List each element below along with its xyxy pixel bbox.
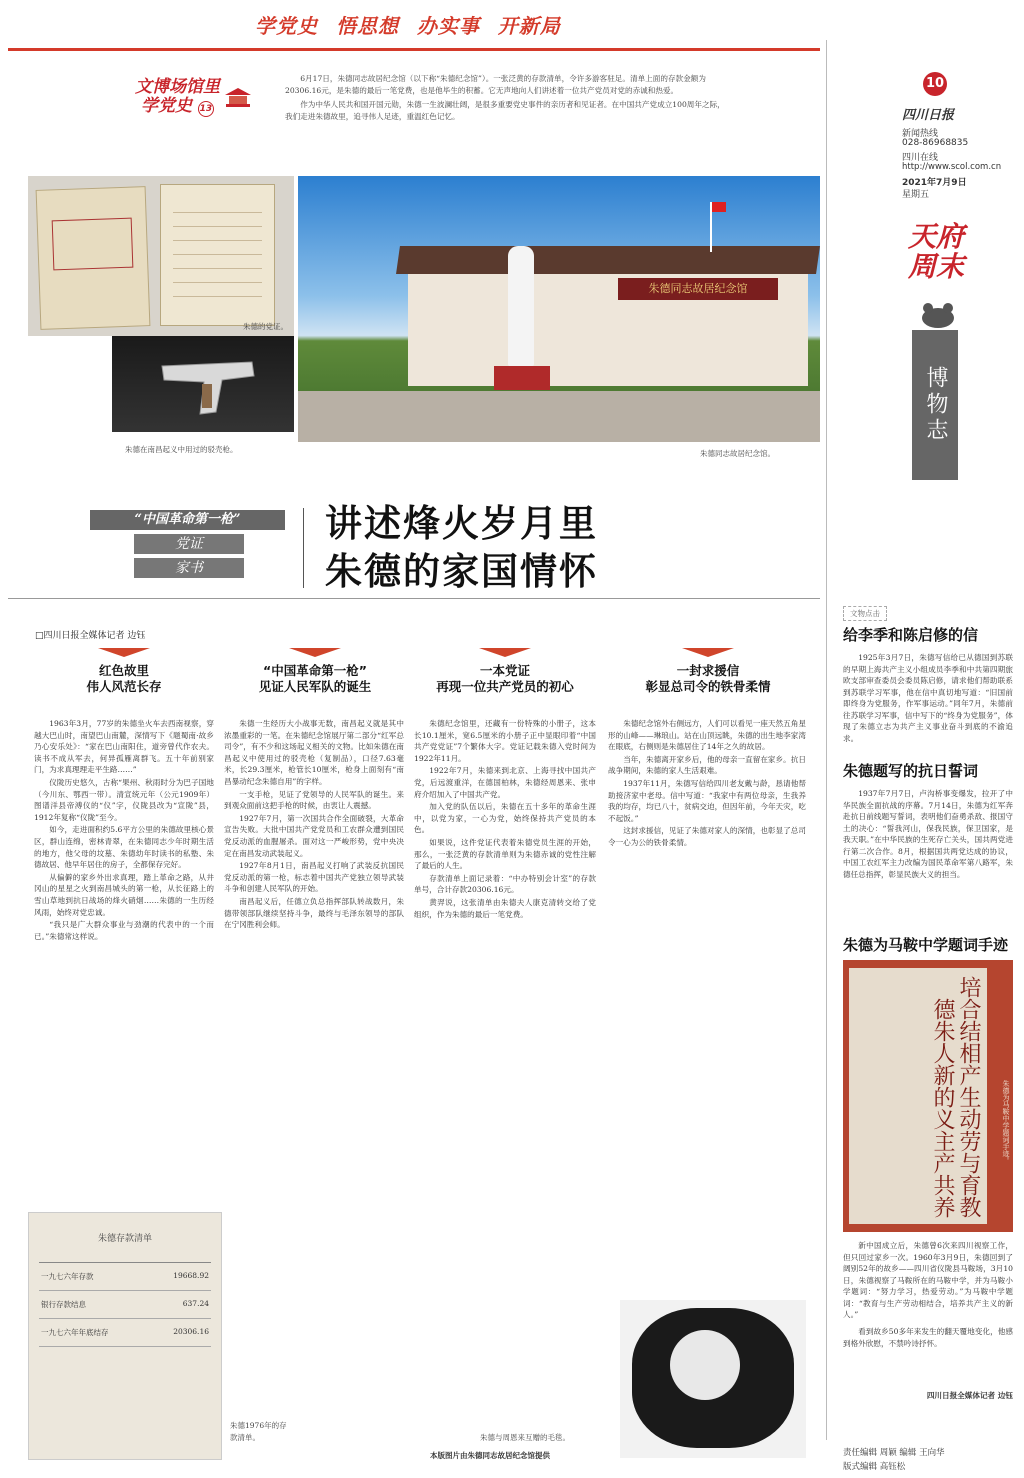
- photo2-caption: 朱德在南昌起义中用过的驳壳枪。: [125, 445, 238, 454]
- calligraphy-char: 与: [956, 1152, 981, 1174]
- pistol-photo: [112, 336, 294, 432]
- calligraphy-char: 义: [930, 1108, 955, 1130]
- blanket-photo: [620, 1300, 806, 1458]
- slogan-banner: [255, 10, 571, 39]
- series-line1: 文博场馆里: [135, 77, 220, 97]
- series-line2: 学党史: [141, 96, 192, 116]
- hotline-number: 028-86968835: [902, 138, 969, 148]
- slogan-1: 学党史: [255, 14, 318, 38]
- calligraphy-char: 育: [956, 1174, 981, 1196]
- photo5-caption: 朱德与周恩来互赠的毛毯。: [480, 1433, 570, 1442]
- calligraphy-char: 劳: [956, 1130, 981, 1152]
- calligraphy-char: 德: [930, 998, 955, 1020]
- photo4-caption: 朱德1976年的存款清单。: [230, 1421, 287, 1442]
- main-headline: [325, 500, 598, 596]
- calligraphy-char: 朱: [930, 1020, 955, 1042]
- calligraphy-char: 动: [956, 1108, 981, 1130]
- statue: [508, 246, 534, 366]
- headline-tags: [90, 510, 285, 582]
- calligraphy-char: 养: [930, 1196, 955, 1218]
- tag-first-shot: “中国革命第一枪”: [90, 510, 285, 530]
- slogan-4: 开新局: [497, 14, 561, 38]
- intro-para-1: 6月17日，朱德同志故居纪念馆（以下称“朱德纪念馆”）。一张泛黄的存款清单，令许多游客驻足。清单上面的存款金额为20306.16元，是朱德的最后一笔党费，也是他毕生的积蓄。它无声地向人们讲述着一位共产党员对党的赤诚和热爱。: [285, 74, 706, 95]
- calligraphy-photo: [843, 960, 1013, 1232]
- receipt-row-3: 一九七六年年底结存 20306.16: [39, 1319, 211, 1347]
- online-label: 四川在线: [902, 153, 939, 163]
- paper-name: 四川日报: [902, 108, 955, 123]
- column-1: 1963年3月，77岁的朱德坐火车去西南视察，穿越大巴山时，南望巴山南麓，深情写下《题蜀南·故乡乃心安乐处》：“家在巴山南阳住，道旁曾代作农夫。读书不成从军去，何异孤雁离群飞。五十年前别家门，为求真理理走平生路……” 仪陇历史悠久，古称“果州、秋雨时分为巴子国地（今川东、鄂西一带）。清宣统元年（公元1909年）图谱洋县帝溥仪的“仪”字，仪陇县改为“宣陇”县，1912年复称“仪陇”至今。 如今，走进面积约5.6平方公里的朱德故里核心景区，群山连绵，密林青翠，在朱德同志少年时期生活的地方，他父母的坟墓、朱德幼年时读书的私塾、朱德故居、他早年居住的房子，全都保存完好。 从偏僻的家乡外出求真理，踏上革命之路，从井冈山的星星之火到南昌城头的第一枪，从长征路上的雪山草地到抗日战场的烽火硝烟……朱德的一生历经风雨，始终对党忠诚。 “我只是广大群众事业与劲潮的代表中的一个而已。”朱德常这样说。: [34, 719, 214, 941]
- series-number: 13: [198, 101, 214, 117]
- section-head-4: 一封求援信 彰显总司令的铁骨柔情: [608, 648, 808, 695]
- calligraphy-char: 培: [956, 976, 981, 998]
- hall-roof: [396, 246, 820, 274]
- right-title-3: 朱德为马鞍中学题词手迹: [843, 936, 1009, 954]
- headline-line2: 朱德的家国情怀: [325, 550, 598, 593]
- calligraphy-char: 合: [956, 998, 981, 1020]
- receipt-row-1: 一九七六年存款 19668.92: [39, 1263, 211, 1291]
- right-text-4: 看到故乡50多年来发生的翻天覆地变化，他感到格外欣慰，不禁吟诗抒怀。: [843, 1327, 1013, 1348]
- calligraphy-char: 产: [930, 1152, 955, 1174]
- byline: □四川日报全媒体记者 边钰: [35, 631, 146, 641]
- receipt-photo: [28, 1212, 222, 1460]
- panda-icon: [918, 300, 958, 330]
- right-title-2: 朱德题写的抗日誓词: [843, 762, 979, 780]
- section-head-2: “中国革命第一枪” 见证人民军队的诞生: [220, 648, 410, 695]
- party-card-left: [36, 186, 151, 330]
- receipt-row-2: 银行存款结息 637.24: [39, 1291, 211, 1319]
- pavilion-icon: [223, 86, 253, 108]
- issue-weekday: 星期五: [902, 190, 930, 200]
- receipt-title: 朱德存款清单: [97, 1234, 152, 1244]
- section-rule: [8, 598, 820, 599]
- editors-line-1: 责任编辑 周颖 编辑 王向华: [843, 1448, 945, 1458]
- calligraphy-char: 相: [956, 1042, 981, 1064]
- calligraphy-char: 的: [930, 1086, 955, 1108]
- tag-letters: 家书: [134, 558, 244, 578]
- calligraphy-char: 共: [930, 1174, 955, 1196]
- column-2: 朱德一生经历大小战事无数，南昌起义就是其中浓墨重彩的一笔。在朱德纪念馆展厅第二部分“红军总司令”，有不少和这场起义相关的文物。比如朱德在南昌起义中使用过的驳壳枪（复制品），口径7.63毫米，长29.3厘米，枪管长10厘米，枪身上面刻有“南昌暴动纪念朱德自用”的字样。 一支手枪，见证了党领导的人民军队的诞生。来到观众面前这把手枪的时候，由衷让人震撼。 1927年7月，第一次国共合作全面破裂，大革命宣告失败。大批中国共产党党员和工农群众遭到国民党反动派的血腥屠杀。面对这一严峻形势，党中央决定在南昌发动武装起义。 1927年8月1日，南昌起义打响了武装反抗国民党反动派的第一枪，标志着中国共产党独立领导武装斗争和创建人民军队的开始。 南昌起义后，任德立负总指挥部队转战数月，朱德带领部队继续坚持斗争，最终与毛泽东领导的部队在宁冈胜利会师。: [224, 719, 404, 930]
- calligraphy-char: 生: [956, 1086, 981, 1108]
- calligraphy-char: 新: [930, 1064, 955, 1086]
- right-text-2: 1937年7月7日，卢沟桥事变爆发，拉开了中华民族全面抗战的序幕。7月14日，朱德为红军奔赴抗日前线题写誓词，表明他们奋勇杀敌、报国守土的决心：“誓我河山，保我民族，保卫国家，是我天职。”在中华民族的生死存亡关头，国共两党进行第二次合作。8月，根据国共两党达成的协议，中国工农红军主力改编为国民革命军第八路军，朱德任总指挥，彰显民族大义的担当。: [843, 789, 1013, 879]
- series-logo: [135, 78, 225, 117]
- headline-divider: [303, 508, 304, 588]
- party-card-photo: [28, 176, 294, 336]
- supplement-logo: 天府周末: [908, 220, 965, 283]
- column-4: 朱德纪念馆外右侧远方，人们可以看见一座天然五角星形的山峰——琳琅山。站在山顶远眺，朱德的出生地李家湾在眼底，右侧则是朱德居住了14年之久的故居。 当年，朱德离开家乡后，他的母亲一直留在家乡。抗日战争期间，朱德的家人生活艰难。 1937年11月，朱德写信给四川老友戴与龄，恳请他帮助接济家中老母。信中写道：“我家中有两位母亲，生我养我的均存，均已八十，贫病交迫，但因年前，今年天灾，吃不起饭。” 这封求援信，见证了朱德对家人的深情，也彰显了总司令一心为公的铁骨柔情。: [608, 719, 806, 847]
- page-number: 10: [923, 72, 947, 96]
- pistol-icon: [112, 336, 294, 432]
- artifact-click-tag: 文物点击: [843, 606, 887, 621]
- section-head-3: 一本党证 再现一位共产党员的初心: [410, 648, 600, 695]
- site-url[interactable]: http://www.scol.com.cn: [902, 162, 1002, 172]
- top-rule: [8, 48, 820, 51]
- photo3-caption: 朱德同志故居纪念馆。: [700, 449, 775, 458]
- calligraphy-caption: 朱德为马鞍中学题词手迹。: [1002, 1080, 1010, 1164]
- intro-para-2: 作为中华人民共和国开国元勋，朱德一生波澜壮阔，是很多重要党史事件的亲历者和见证者。在中国共产党成立100周年之际，我们走进朱德故里，追寻伟人足迹，重温红色记忆。: [285, 100, 725, 121]
- issue-date: 2021年7月9日: [902, 178, 967, 188]
- memorial-hall-photo: [298, 176, 820, 442]
- section-head-1: 红色故里 伟人风范长存: [34, 648, 214, 695]
- headline-line1: 讲述烽火岁月里: [325, 502, 598, 545]
- sidebar-divider: [826, 40, 827, 1440]
- statue-plinth: [494, 366, 550, 390]
- right-title-1: 给李季和陈启修的信: [843, 626, 979, 644]
- calligraphy-char: 产: [956, 1064, 981, 1086]
- tag-party-card: 党证: [134, 534, 244, 554]
- flag: [712, 202, 726, 212]
- receipt-table: [39, 1262, 211, 1347]
- blanket-pattern: [670, 1330, 740, 1400]
- intro-text: [285, 73, 725, 125]
- calligraphy-scroll: [849, 968, 987, 1224]
- slogan-2: 悟思想: [335, 14, 399, 38]
- right-text-3: 新中国成立后，朱德曾6次来四川视察工作，但只回过家乡一次。1960年3月9日，朱德回到了阔别52年的故乡——四川省仪陇县马鞍场，3月10日，朱德视察了马鞍所在的马鞍中学，并为马鞍小学题词：“努力学习，热爱劳动。”为马鞍中学题词：“教育与生产劳动相结合，培养共产主义的新人。”: [843, 1241, 1013, 1319]
- plaza: [298, 391, 820, 442]
- hotline-label: 新闻热线: [902, 129, 939, 139]
- editors-line-2: 版式编辑 高钰松: [843, 1462, 906, 1472]
- party-card-right: [160, 184, 275, 326]
- calligraphy-char: 主: [930, 1130, 955, 1152]
- right-byline: 四川日报全媒体记者 边钰: [926, 1391, 1013, 1400]
- photo1-caption: 朱德的党证。: [243, 322, 288, 331]
- column-3: 朱德纪念馆里，还藏有一份特殊的小册子，这本长10.1厘米，宽6.5厘米的小册子正中显眼印着“中国共产党党证”7个繁体大字。党证记载朱德入党时间为1922年11月。 1922年7月，朱德来到北京、上海寻找中国共产党，后远渡重洋，在德国柏林，朱德经周恩来、张申府介绍加入了中国共产党。 加入党的队伍以后，朱德在五十多年的革命生涯中，以党为家，一心为党，始终保持共产党员的本色。 如果说，这件党证代表着朱德党员生涯的开始，那么，一张泛黄的存款清单则为朱德赤诚的党性注解了最后的人生。 存款清单上面记录着：“中办特别会计室”的存款单号，合计存款20306.16元。 黄羿说，这张清单由朱德夫人康克清转交给了党组织，作为朱德的最后一笔党费。: [414, 719, 596, 919]
- hall-sign: 朱德同志故居纪念馆: [618, 278, 778, 300]
- section-label: 博物志: [912, 330, 958, 480]
- calligraphy-char: 人: [930, 1042, 955, 1064]
- slogan-3: 办实事: [416, 14, 480, 38]
- calligraphy-char: 教: [956, 1196, 981, 1218]
- photo-credit: 本版图片由朱德同志故居纪念馆提供: [430, 1451, 550, 1460]
- calligraphy-char: 结: [956, 1020, 981, 1042]
- right-text-1: 1925年3月7日，朱德写信给已从德国到苏联的早期上海共产主义小组成员李季和中共第四期旅欧支部审查委员会委员陈启修，请求他们帮助联系到苏联学习军事，他在信中真切地写道：“旧国前即终身为党服务，作军事运动。”同年7月，朱德前往苏联学习军事，信中写下的“终身为党服务”，体现了朱德立志为共产主义事业奋斗到底的不渝追求。: [843, 653, 1013, 743]
